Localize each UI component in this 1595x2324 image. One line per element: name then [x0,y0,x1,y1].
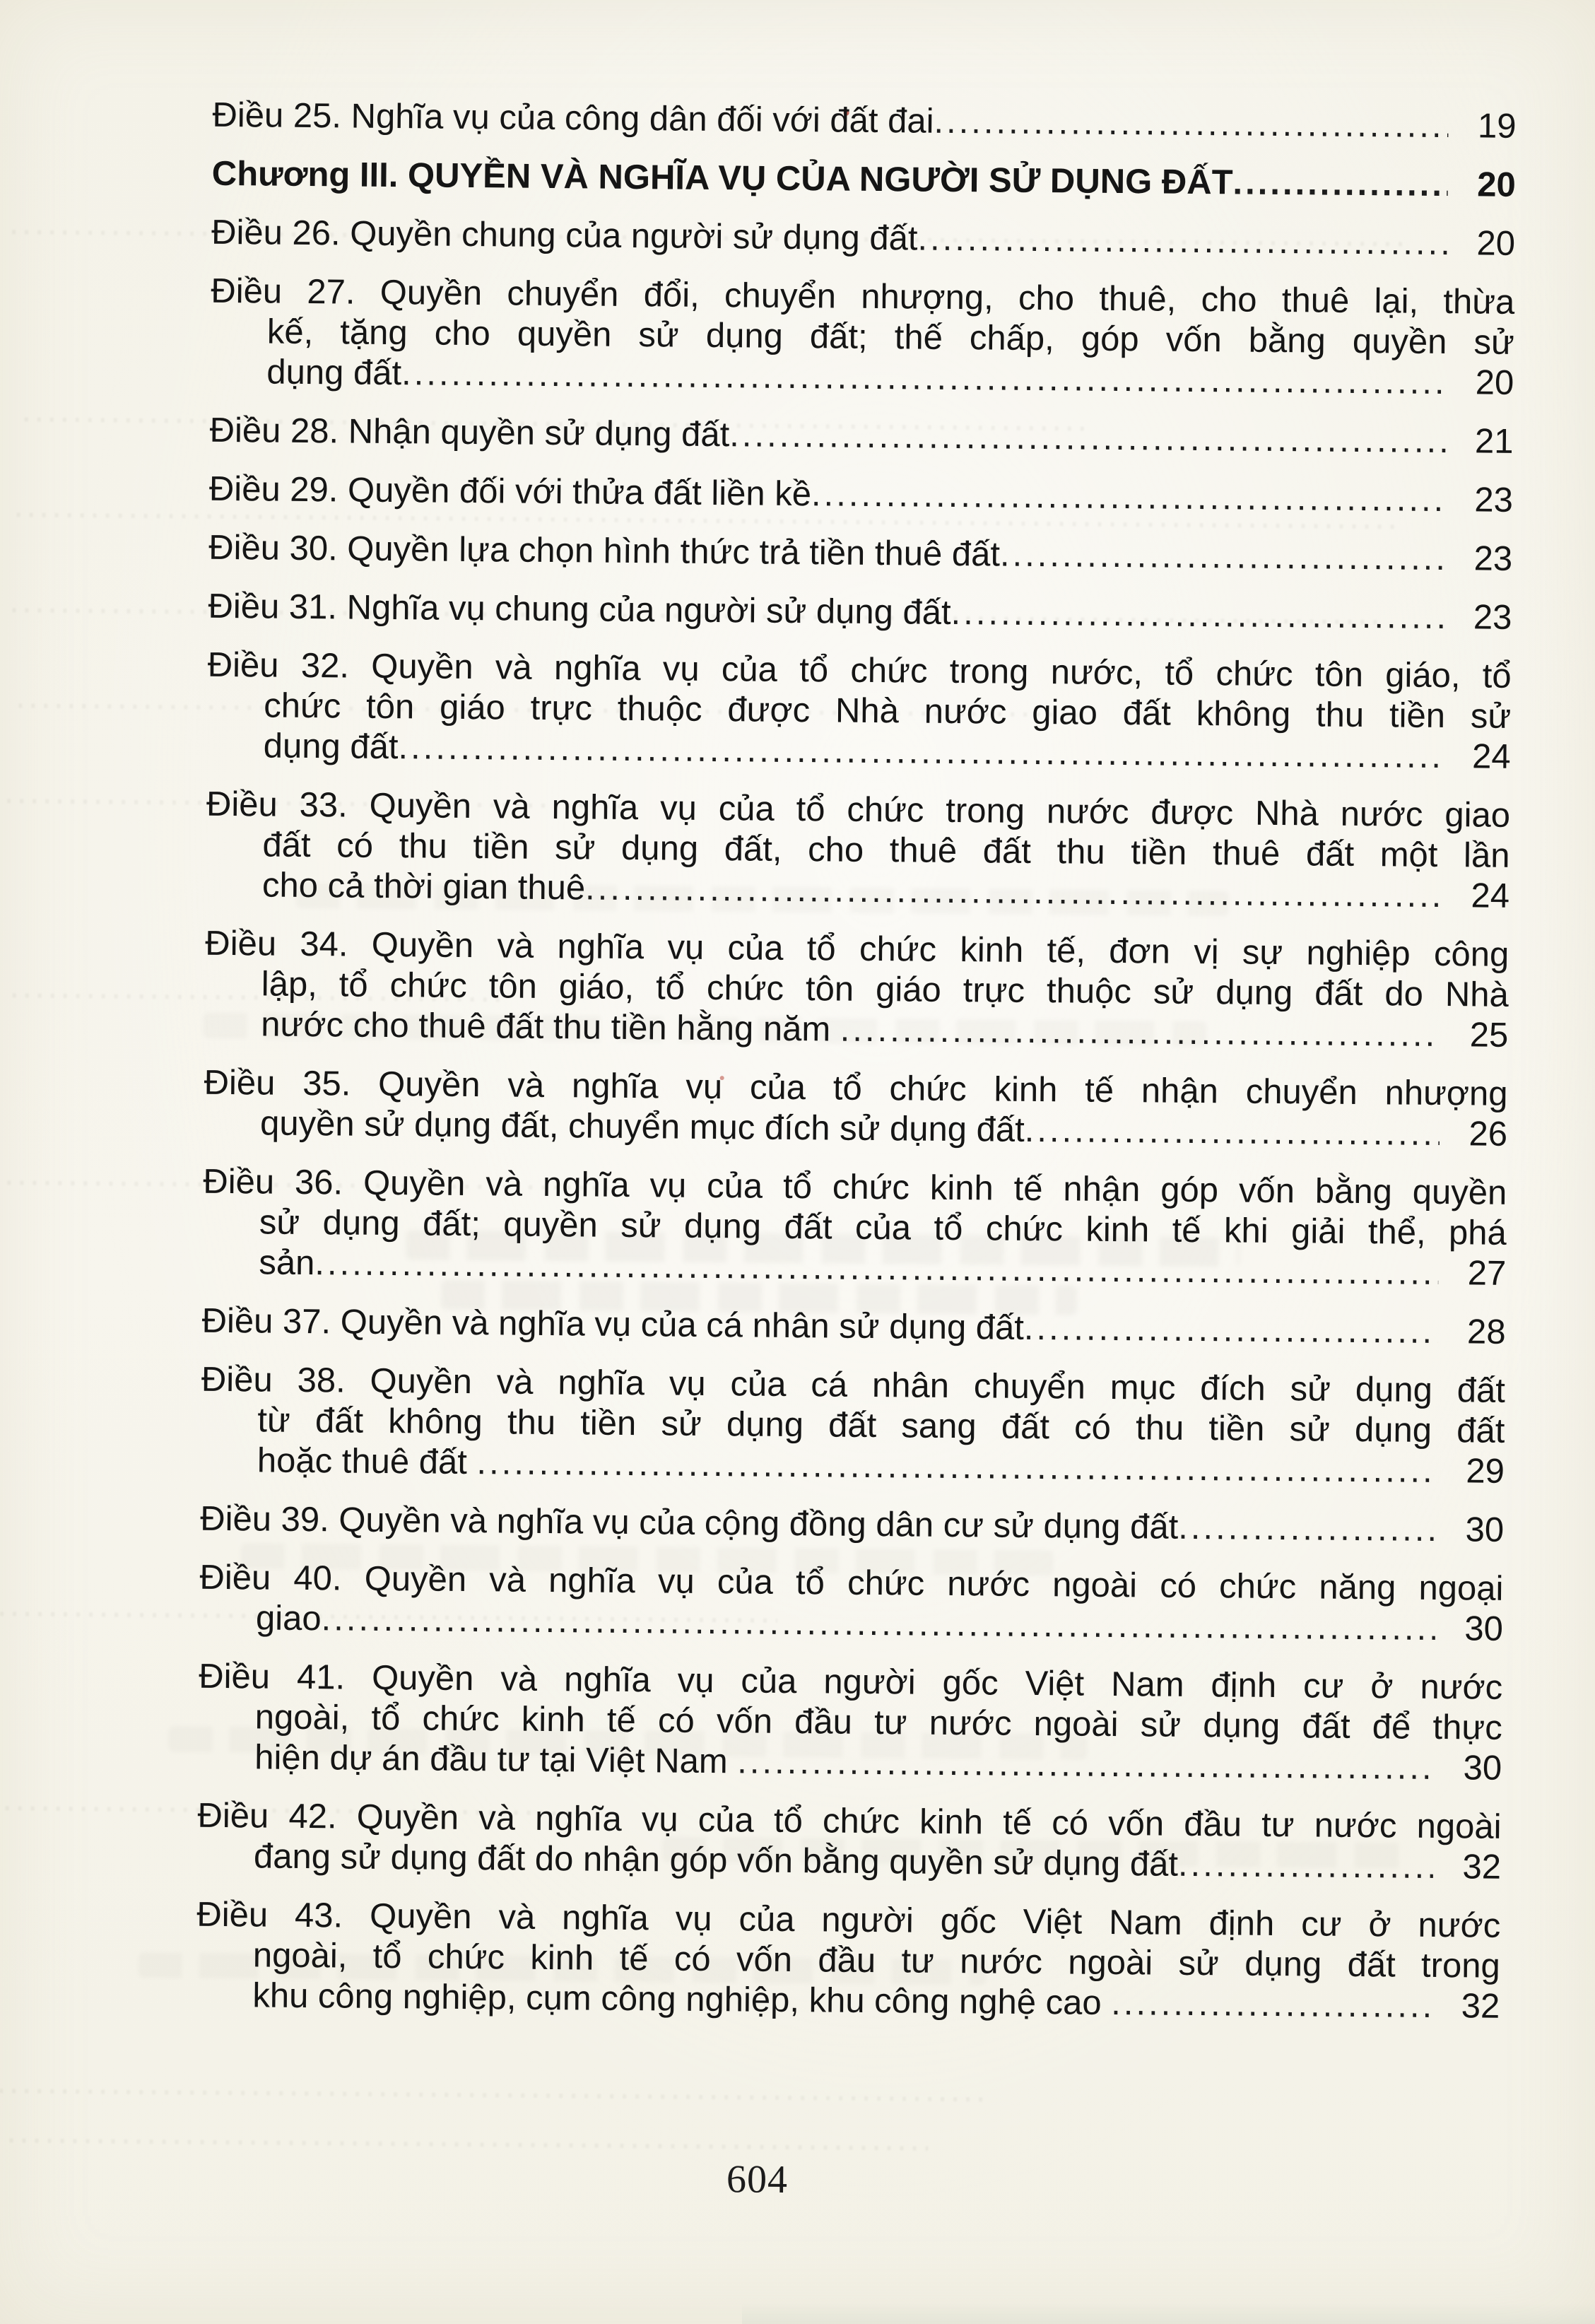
toc-entry-text: Chương III. QUYỀN VÀ NGHĨA VỤ CỦA NGƯỜI SỬ DỤNG ĐẤT [211,154,1233,202]
toc-entry-text: quyền sử dụng đất, chuyển mục đích sử dụng đất [259,1104,1025,1149]
toc-page-number: 30 [1465,1510,1505,1549]
dot-leader [398,727,1443,777]
toc-entry-text: hoặc thuê đất [257,1441,477,1482]
toc-entry [199,1558,1504,1650]
toc-entry-line: chức tôn giáo trực thuộc được Nhà nước giao đất không thu tiền sử [264,686,1512,736]
toc-entry-text: cho cả thời gian thuê [261,866,586,908]
dot-leader [729,415,1446,462]
toc-entry-text: đang sử dụng đất do nhận góp vốn bằng quyền sử dụng đất [253,1837,1179,1884]
toc-entry [201,1301,1505,1353]
dot-leader [1024,1110,1440,1154]
scan-edge-smudge [742,2303,1595,2324]
toc-page-number: 32 [1461,1987,1500,2026]
toc-entry-line [201,1301,1505,1353]
toc-entry-line: ngoài, tổ chức kinh tế có vốn đầu tư nước ngoài sử dụng đất trong [252,1936,1500,1985]
toc-entry [197,1796,1502,1888]
dot-leader [476,1443,1437,1491]
toc-entry-text: Điều 26. Quyền chung của người sử dụng đất [211,213,918,258]
toc-page-number: 27 [1467,1254,1507,1293]
toc-page-number: 26 [1469,1115,1508,1154]
toc-entry-line [209,469,1513,521]
toc-page-number: 29 [1466,1452,1505,1491]
dot-leader [840,1010,1441,1055]
toc-page-number: 19 [1477,107,1517,146]
toc-entry-text: dụng đất [266,353,402,393]
toc-entry-line [200,1499,1504,1551]
bleed-through-artifact [10,2138,929,2150]
toc-entry-line [209,411,1513,462]
toc-entry-text: Điều 25. Nghĩa vụ của công dân đối với đất đai [212,95,934,141]
toc-entry-line: Điều 40. Quyền và nghĩa vụ của tổ chức nước ngoài có chức năng ngoại [199,1558,1504,1608]
toc-entry [209,411,1513,462]
toc-entry [208,587,1512,638]
toc-entry-line: Điều 32. Quyền và nghĩa vụ của tổ chức trong nước, tổ chức tôn giáo, tổ [207,645,1512,696]
toc-page-number: 20 [1475,363,1514,402]
toc-entry-line: từ đất không thu tiền sử dụng đất sang đất có thu tiền sử dụng đất [257,1401,1505,1450]
toc-entry-line: lập, tổ chức tôn giáo, tổ chức tôn giáo trực thuộc sử dụng đất do Nhà [261,965,1509,1014]
toc-entry-line: Điều 38. Quyền và nghĩa vụ của cá nhân chuyển mục đích sử dụng đất [201,1360,1506,1410]
toc-page-number: 24 [1471,876,1510,915]
toc-entry-text: Điều 29. Quyền đối với thửa đất liền kề [208,469,812,514]
toc-entry [212,95,1516,147]
toc-entry-line: Điều 36. Quyền và nghĩa vụ của tổ chức kinh tế nhận góp vốn bằng quyền [203,1162,1507,1212]
toc-page-number: 23 [1473,539,1513,578]
toc-entry-line: ngoài, tổ chức kinh tế có vốn đầu tư nước ngoài sử dụng đất để thực [254,1698,1502,1747]
dot-leader [917,219,1447,264]
toc-entry-line: Điều 33. Quyền và nghĩa vụ của tổ chức trong nước được Nhà nước giao [206,785,1511,835]
toc-entry [206,785,1510,917]
toc-entry [196,1895,1500,2027]
toc-page-number: 30 [1463,1749,1502,1788]
dot-leader [1178,1508,1436,1550]
toc-page-number: 20 [1476,224,1516,263]
toc-entry-line: đất có thu tiền sử dụng đất, cho thuê đất thu tiền thuê đất một lần [262,826,1510,875]
toc-entry-line: Điều 27. Quyền chuyển đổi, chuyển nhượng, cho thuê, cho thuê lại, thừa [211,271,1515,322]
toc-entry [198,1657,1502,1789]
toc-entry-line: Điều 35. Quyền và nghĩa vụ của tổ chức kinh tế nhận chuyển nhượng [204,1063,1508,1113]
toc-page-number: 24 [1471,737,1511,776]
dot-leader [401,353,1447,403]
dot-leader [1000,535,1445,579]
bleed-through-artifact [0,2089,989,2101]
toc-entry-text: dụng đất [263,727,399,767]
dot-leader [585,868,1442,916]
toc-entry-line: Điều 34. Quyền và nghĩa vụ của tổ chức kinh tế, đơn vị sự nghiệp công [205,924,1509,974]
toc-entry-text: sản [259,1243,315,1283]
toc-entry-text: nước cho thuê đất thu tiền hằng năm [261,1005,841,1049]
toc-entry [208,528,1512,580]
toc-entry-line: Điều 42. Quyền và nghĩa vụ của tổ chức kinh tế có vốn đầu tư nước ngoài [197,1796,1502,1846]
toc-entry-line [212,154,1516,206]
toc-entry [202,1162,1507,1294]
toc-page-number: 23 [1473,598,1512,637]
toc-page-number: 21 [1474,422,1514,461]
toc-entry-text: Điều 31. Nghĩa vụ chung của người sử dụng đất [208,587,951,632]
toc-entry [212,154,1516,206]
page-number-footer: 604 [726,2157,789,2202]
toc-entry-line [212,95,1516,147]
toc-entry [200,1499,1504,1551]
toc-entry-text: giao [255,1599,322,1638]
toc-page-number: 23 [1474,481,1514,520]
toc-entry-line [208,528,1512,580]
dot-leader [1232,163,1448,205]
toc-page-number: 32 [1462,1848,1502,1886]
toc-entry [210,271,1514,404]
toc-entry [209,469,1513,521]
toc-entry-line: Điều 43. Quyền và nghĩa vụ của người gốc Việt Nam định cư ở nước [196,1895,1501,1945]
toc-entry-text: Điều 39. Quyền và nghĩa vụ của cộng đồng dân cư sử dụng đất [199,1499,1179,1547]
dot-leader [1178,1845,1433,1887]
toc-entry [204,924,1509,1056]
toc-entry-text: khu công nghiệp, cụm công nghiệp, khu công nghệ cao [252,1976,1112,2022]
toc-entry-text: Điều 37. Quyền và nghĩa vụ của cá nhân sử dụng đất [201,1301,1025,1347]
dot-leader [934,102,1449,146]
toc-page-number: 20 [1477,165,1516,204]
dot-leader [737,1742,1434,1788]
dot-leader [1024,1308,1438,1352]
toc-page-number: 30 [1464,1609,1504,1648]
toc-entry-text: Điều 28. Nhận quyền sử dụng đất [209,411,730,454]
toc-list [196,95,1517,2046]
toc-entry-line: sử dụng đất; quyền sử dụng đất của tổ chức kinh tế khi giải thể, phá [259,1203,1507,1252]
toc-entry-text: Điều 30. Quyền lựa chọn hình thức trả tiền thuê đất [208,528,1001,574]
toc-page-number: 25 [1469,1016,1509,1055]
toc-entry [201,1360,1505,1492]
toc-entry-line: Điều 41. Quyền và nghĩa vụ của người gốc Việt Nam định cư ở nước [199,1657,1503,1707]
dot-leader [1111,1983,1432,2026]
toc-entry-line [211,213,1515,264]
toc-page-number: 28 [1466,1313,1506,1351]
toc-entry-line [208,587,1512,638]
toc-entry-line: kế, tặng cho quyền sử dụng đất; thế chấp, góp vốn bằng quyền sử [266,312,1515,362]
toc-entry [211,213,1515,264]
toc-entry [204,1063,1508,1155]
toc-entry [207,645,1512,777]
toc-entry-text: hiện dự án đầu tư tại Việt Nam [254,1738,738,1781]
dot-leader [950,593,1444,638]
dot-leader [811,474,1445,520]
